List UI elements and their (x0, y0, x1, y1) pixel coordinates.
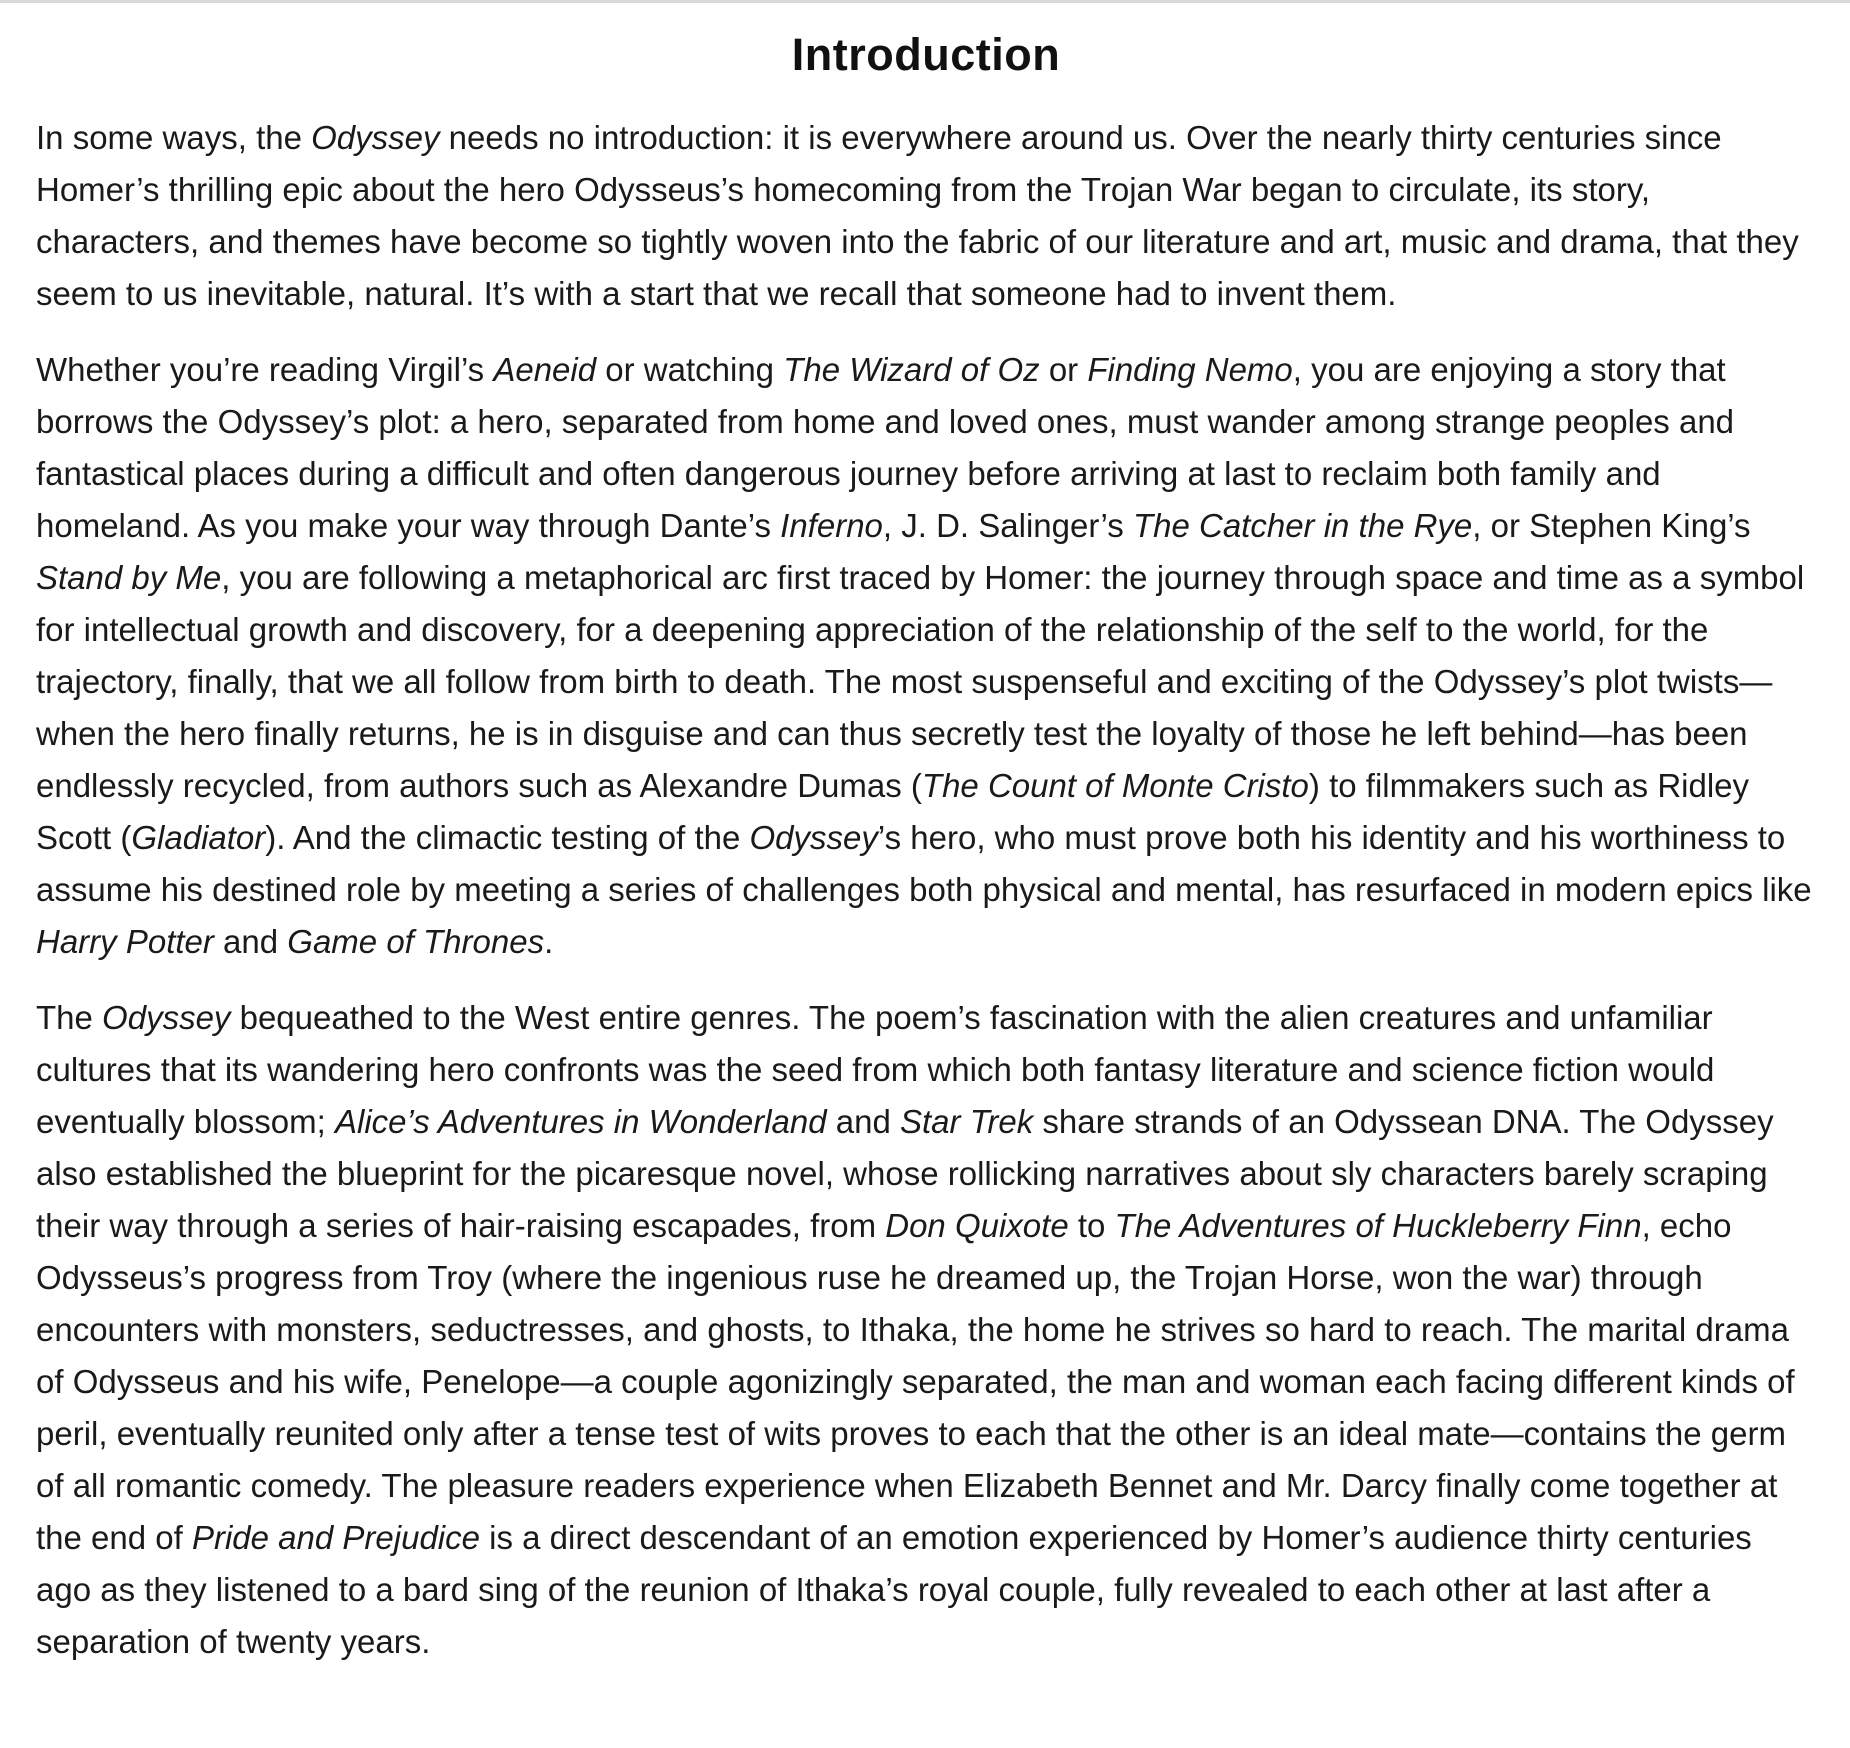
text-run: , echo Odysseus’s progress from Troy (where the ingenious ruse he dreamed up, the Trojan Horse, won the war) through encounters with monsters, seductresses, and ghosts, to Ithaka, the home he strives so hard to reach. The marital drama of Odysseus and his wife, Penelope—a couple agonizingly separated, the man and woman each facing different kinds of peril, eventually reunited only after a tense test of wits proves to each that the other is an ideal mate—contains the germ of all romantic comedy. The pleasure readers experience when Elizabeth Bennet and Mr. Darcy finally come together at the end of (36, 1207, 1795, 1556)
text-run: ) to filmmakers such as Ridley Scott ( (36, 767, 1750, 856)
italic-title: The Count of Monte Cristo (921, 767, 1309, 804)
text-run: . (544, 923, 554, 960)
italic-title: Inferno (780, 507, 883, 544)
text-run: is a direct descendant of an emotion experienced by Homer’s audience thirty centuries ago as they listened to a bard sing of the reunion of Ithaka’s royal couple, fully revealed to each other at last after a separation of twenty years. (36, 1519, 1752, 1660)
page-title: Introduction (791, 29, 1061, 80)
top-divider (0, 0, 1850, 3)
text-run: to (1068, 1207, 1115, 1244)
text-run: ’s hero, who must prove both his identity and his worthiness to assume his destined role by meeting a series of challenges both physical and mental, has resurfaced in modern epics like (36, 819, 1812, 908)
text-run: , you are enjoying a story that borrows the Odyssey’s plot: a hero, separated from home and loved ones, must wander among strange peoples and fantastical places during a difficult and often dangerous journey before arriving at last to reclaim both family and homeland. As you make your way through Dante’s (36, 351, 1735, 544)
italic-title: Game of Thrones (287, 923, 545, 960)
text-run: or (1039, 351, 1088, 388)
paragraph-1 (36, 112, 1816, 320)
paragraph-3 (36, 992, 1816, 1668)
italic-title: Gladiator (131, 819, 266, 856)
text-run: ). And the climactic testing of the (265, 819, 750, 856)
text-run: , or Stephen King’s (1472, 507, 1751, 544)
italic-title: The Wizard of Oz (783, 351, 1040, 388)
text-run: , J. D. Salinger’s (882, 507, 1133, 544)
text-run: or watching (596, 351, 784, 388)
italic-title: Star Trek (900, 1103, 1034, 1140)
italic-title: Harry Potter (36, 923, 214, 960)
text-run: needs no introduction: it is everywhere around us. Over the nearly thirty centuries since Homer’s thrilling epic about the hero Odysseus’s homecoming from the Trojan War began to circulate, its story, characters, and themes have become so tightly woven into the fabric of our literature and art, music and drama, that they seem to us inevitable, natural. It’s with a start that we recall that someone had to invent them. (36, 119, 1799, 312)
text-run: , you are following a metaphorical arc first traced by Homer: the journey through space and time as a symbol for intellectual growth and discovery, for a deepening appreciation of the relationship of the self to the world, for the trajectory, finally, that we all follow from birth to death. The most suspenseful and exciting of the Odyssey’s plot twists—when the hero finally returns, he is in disguise and can thus secretly test the loyalty of those he left behind—has been endlessly recycled, from authors such as Alexandre Dumas ( (36, 559, 1805, 804)
italic-title: Finding Nemo (1087, 351, 1293, 388)
text-run: and (826, 1103, 900, 1140)
italic-title: Stand by Me (36, 559, 222, 596)
text-run: The (36, 999, 103, 1036)
paragraph-2 (36, 344, 1816, 968)
text-run: bequeathed to the West entire genres. The poem’s fascination with the alien creatures and unfamiliar cultures that its wandering hero confronts was the seed from which both fantasy literature and science fiction would eventually blossom; (36, 999, 1715, 1140)
text-run: and (213, 923, 288, 960)
italic-title: Alice’s Adventures in Wonderland (334, 1103, 827, 1140)
text-run: share strands of an Odyssean DNA. The Odyssey also established the blueprint for the picaresque novel, whose rollicking narratives about sly characters barely scraping their way through a series of hair-raising escapades, from (36, 1103, 1774, 1244)
italic-title: Odyssey (749, 819, 878, 856)
italic-title: The Catcher in the Rye (1132, 507, 1473, 544)
italic-title: Odyssey (311, 119, 440, 156)
document-body (36, 20, 1816, 1692)
italic-title: Pride and Prejudice (191, 1519, 480, 1556)
text-run: In some ways, the (36, 119, 312, 156)
italic-title: Odyssey (102, 999, 231, 1036)
italic-title: Don Quixote (885, 1207, 1069, 1244)
italic-title: The Adventures of Huckleberry Finn (1114, 1207, 1642, 1244)
text-run: Whether you’re reading Virgil’s (36, 351, 494, 388)
italic-title: Aeneid (493, 351, 597, 388)
